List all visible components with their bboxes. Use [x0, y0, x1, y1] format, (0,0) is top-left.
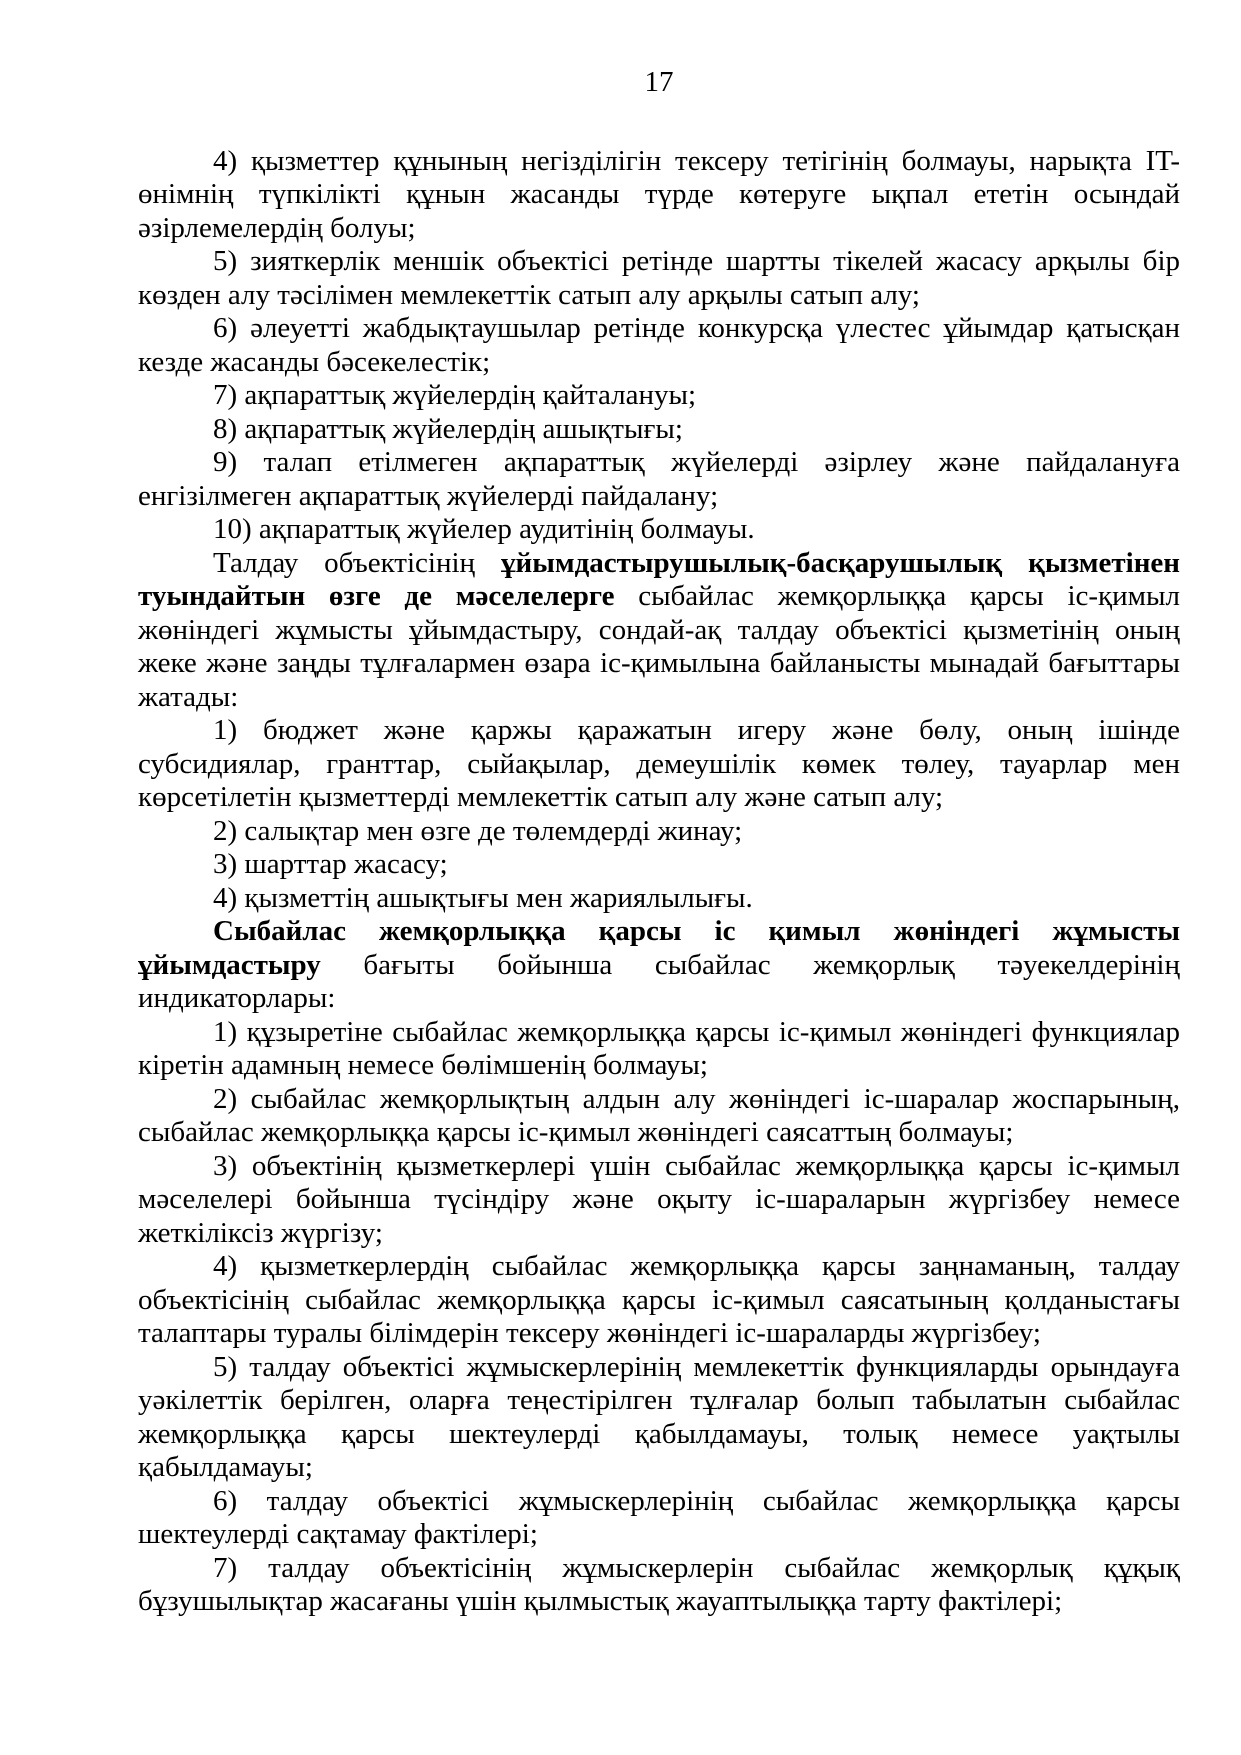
page-number: 17	[644, 66, 674, 98]
document-body	[138, 145, 1180, 1619]
paragraph	[138, 1083, 1180, 1150]
paragraph-run: 7) ақпараттық жүйелердің қайталануы;	[213, 379, 697, 411]
paragraph-run: 2) сыбайлас жемқорлықтың алдын алу жөніндегі іс-шаралар жоспарының, сыбайлас жемқорлыққа қарсы іс-қимыл жөніндегі саясаттың болмауы;	[138, 1082, 1180, 1148]
paragraph-run: 1) құзыретіне сыбайлас жемқорлыққа қарсы іс-қимыл жөніндегі функциялар кіретін адамның немесе бөлімшенің болмауы;	[138, 1015, 1180, 1081]
paragraph-run: 5) зияткерлік меншік объектісі ретінде шартты тікелей жасасу арқылы бір көзден алу тәсілімен мемлекеттік сатып алу арқылы сатып алу;	[138, 245, 1180, 311]
paragraph-run: 5) талдау объектісі жұмыскерлерінің мемлекеттік функцияларды орындауға уәкілеттік берілген, оларға теңестірілген тұлғалар болып табылатын сыбайлас жемқорлыққа қарсы шектеулерді қабылдамауы, толық немесе уақтылы қабылдамауы;	[138, 1350, 1180, 1483]
paragraph-run: 1) бюджет және қаржы қаражатын игеру және бөлу, оның ішінде субсидиялар, гранттар, сыйақылар, демеушілік көмек төлеу, тауарлар мен көрсетілетін қызметтерді мемлекеттік сатып алу және сатып алу;	[138, 714, 1180, 813]
paragraph-run: 3) шарттар жасасу;	[213, 848, 448, 880]
paragraph-run: 4) қызметкерлердің сыбайлас жемқорлыққа қарсы заңнаманың, талдау объектісінің сыбайлас жемқорлыққа қарсы іс-қимыл саясатының қолданыстағы талаптары туралы білімдерін тексеру жөніндегі іс-шараларды жүргізбеу;	[138, 1250, 1180, 1349]
paragraph-run: 3) объектінің қызметкерлері үшін сыбайлас жемқорлыққа қарсы іс-қимыл мәселелері бойынша түсіндіру және оқыту іс-шараларын жүргізбеу немесе жеткіліксіз жүргізу;	[138, 1149, 1180, 1249]
paragraph-run: 4) қызметтер құнының негізділігін тексеру тетігінің болмауы, нарықта IT-өнімнің түпкілікті құнын жасанды түрде көтеруге ықпал ететін осындай әзірлемелердің болуы;	[138, 144, 1180, 244]
paragraph	[138, 145, 1180, 246]
paragraph	[138, 714, 1180, 815]
paragraph-run: 4) қызметтің ашықтығы мен жариялылығы.	[213, 881, 753, 914]
paragraph	[138, 1016, 1180, 1083]
paragraph	[138, 446, 1180, 513]
paragraph	[138, 1485, 1180, 1552]
paragraph-run: 8) ақпараттық жүйелердің ашықтығы;	[213, 412, 683, 445]
paragraph-run: 6) әлеуетті жабдықтаушылар ретінде конкурсқа үлестес ұйымдар қатысқан кезде жасанды бәсекелестік;	[138, 312, 1180, 378]
paragraph-run: Талдау объектісінің	[213, 546, 501, 579]
paragraph	[138, 245, 1180, 312]
paragraph-run: сыбайлас жемқорлыққа қарсы іс-қимыл жөніндегі жұмысты ұйымдастыру, сондай-ақ талдау объектісі қызметінің оның жеке және заңды тұлғалармен өзара іс-қимылына байланысты мынадай бағыттары жатады:	[138, 580, 1180, 713]
paragraph-bold-run: Сыбайлас жемқорлыққа қарсы іс қимыл жөніндегі жұмысты ұйымдастыру	[138, 915, 1180, 981]
paragraph	[138, 1552, 1180, 1619]
paragraph-run: 2) салықтар мен өзге де төлемдерді жинау;	[213, 814, 743, 847]
paragraph	[138, 1250, 1180, 1351]
paragraph-run: 10) ақпараттық жүйелер аудитінің болмауы.	[213, 513, 755, 545]
paragraph	[138, 815, 1180, 849]
paragraph-bold-run: ұйымдастырушылық-басқарушылық қызметінен туындайтын өзге де мәселелерге	[138, 546, 1180, 612]
paragraph	[138, 882, 1180, 916]
paragraph	[138, 413, 1180, 447]
paragraph	[138, 848, 1180, 882]
paragraph	[138, 312, 1180, 379]
paragraph	[138, 1351, 1180, 1485]
paragraph	[138, 1150, 1180, 1251]
paragraph	[138, 379, 1180, 413]
paragraph-run: 6) талдау объектісі жұмыскерлерінің сыбайлас жемқорлыққа қарсы шектеулерді сақтамау фактілері;	[138, 1484, 1180, 1550]
paragraph-run: 7) талдау объектісінің жұмыскерлерін сыбайлас жемқорлық құқық бұзушылықтар жасағаны үшін қылмыстық жауаптылыққа тарту фактілері;	[138, 1551, 1180, 1617]
paragraph	[138, 915, 1180, 1016]
paragraph	[138, 513, 1180, 547]
paragraph-run: 9) талап етілмеген ақпараттық жүйелерді әзірлеу және пайдалануға енгізілмеген ақпараттық жүйелерді пайдалану;	[138, 446, 1180, 512]
paragraph	[138, 547, 1180, 715]
paragraph-run: бағыты бойынша сыбайлас жемқорлық тәуекелдерінің индикаторлары:	[138, 948, 1180, 1014]
